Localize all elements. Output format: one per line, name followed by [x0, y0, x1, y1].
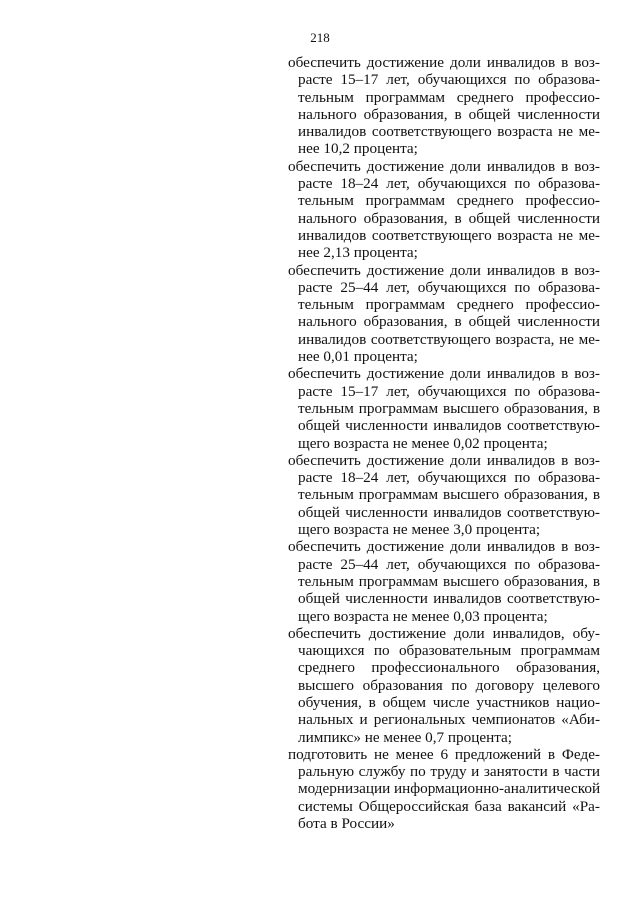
text-line: обеспечить достижение доли инвалидов в воз-: [288, 451, 600, 469]
text-line: щего возраста не менее 0,02 процента;: [298, 434, 548, 452]
text-line: обеспечить достижение доли инвалидов в воз-: [288, 365, 600, 383]
text-line: обеспечить достижение доли инвалидов в воз-: [288, 538, 600, 556]
text-line: системы Общероссийская база вакансий «Ра-: [298, 797, 600, 815]
text-line: обучения, в общем числе участников нацио-: [298, 693, 600, 711]
text-line: расте 15–17 лет, обучающихся по образова-: [298, 382, 600, 400]
text-line: щего возраста не менее 0,03 процента;: [298, 607, 548, 625]
text-line: среднего профессионального образования,: [298, 659, 600, 677]
paragraph: [288, 538, 600, 624]
paragraph: [288, 262, 600, 366]
text-line: нее 10,2 процента;: [298, 140, 418, 158]
text-line: лимпикс» не менее 0,7 процента;: [298, 728, 513, 746]
text-line: расте 25–44 лет, обучающихся по образова-: [298, 555, 600, 573]
text-line: расте 18–24 лет, обучающихся по образова-: [298, 175, 600, 193]
text-line: тельным программам высшего образования, в: [298, 572, 600, 590]
text-line: расте 15–17 лет, обучающихся по образова-: [298, 71, 600, 89]
text-line: тельным программам среднего профессио-: [298, 296, 600, 314]
text-line: общей численности инвалидов соответствую-: [298, 417, 600, 435]
text-line: тельным программам среднего профессио-: [298, 88, 600, 106]
text-line: инвалидов соответствующего возраста не ме-: [298, 123, 600, 141]
text-line: обеспечить достижение доли инвалидов, обу-: [288, 624, 600, 642]
text-line: тельным программам высшего образования, в: [298, 486, 600, 504]
text-line: расте 18–24 лет, обучающихся по образова-: [298, 469, 600, 487]
page-number: 218: [310, 30, 330, 45]
text-line: нального образования, в общей численности: [298, 105, 600, 123]
text-line: тельным программам среднего профессио-: [298, 192, 600, 210]
text-line: расте 25–44 лет, обучающихся по образова-: [298, 278, 600, 296]
text-line: чающихся по образовательным программам: [298, 642, 600, 660]
text-line: нального образования, в общей численности: [298, 209, 600, 227]
text-line: обеспечить достижение доли инвалидов в воз-: [288, 261, 600, 279]
text-line: общей численности инвалидов соответствую-: [298, 590, 600, 608]
text-line: подготовить не менее 6 предложений в Феде-: [288, 745, 600, 763]
document-body: [288, 54, 600, 832]
text-line: тельным программам высшего образования, в: [298, 399, 600, 417]
paragraph: [288, 365, 600, 451]
text-line: инвалидов соответствующего возраста, не ме-: [298, 330, 600, 348]
text-line: нальных и региональных чемпионатов «Аби-: [298, 711, 600, 729]
text-line: нее 2,13 процента;: [298, 244, 418, 262]
paragraph: [288, 158, 600, 262]
text-line: бота в России»: [298, 815, 395, 833]
text-line: обеспечить достижение доли инвалидов в воз-: [288, 54, 600, 71]
text-line: нального образования, в общей численности: [298, 313, 600, 331]
text-line: обеспечить достижение доли инвалидов в воз-: [288, 157, 600, 175]
paragraph: [288, 746, 600, 832]
text-line: общей численности инвалидов соответствую-: [298, 503, 600, 521]
text-line: высшего образования по договору целевого: [298, 676, 600, 694]
text-line: ральную службу по труду и занятости в части: [298, 763, 600, 781]
text-line: инвалидов соответствующего возраста не ме-: [298, 226, 600, 244]
paragraph: [288, 452, 600, 538]
text-line: нее 0,01 процента;: [298, 348, 418, 366]
paragraph: [288, 54, 600, 158]
text-line: модернизации информационно-аналитической: [298, 780, 601, 798]
text-line: щего возраста не менее 3,0 процента;: [298, 521, 541, 539]
paragraph: [288, 625, 600, 746]
